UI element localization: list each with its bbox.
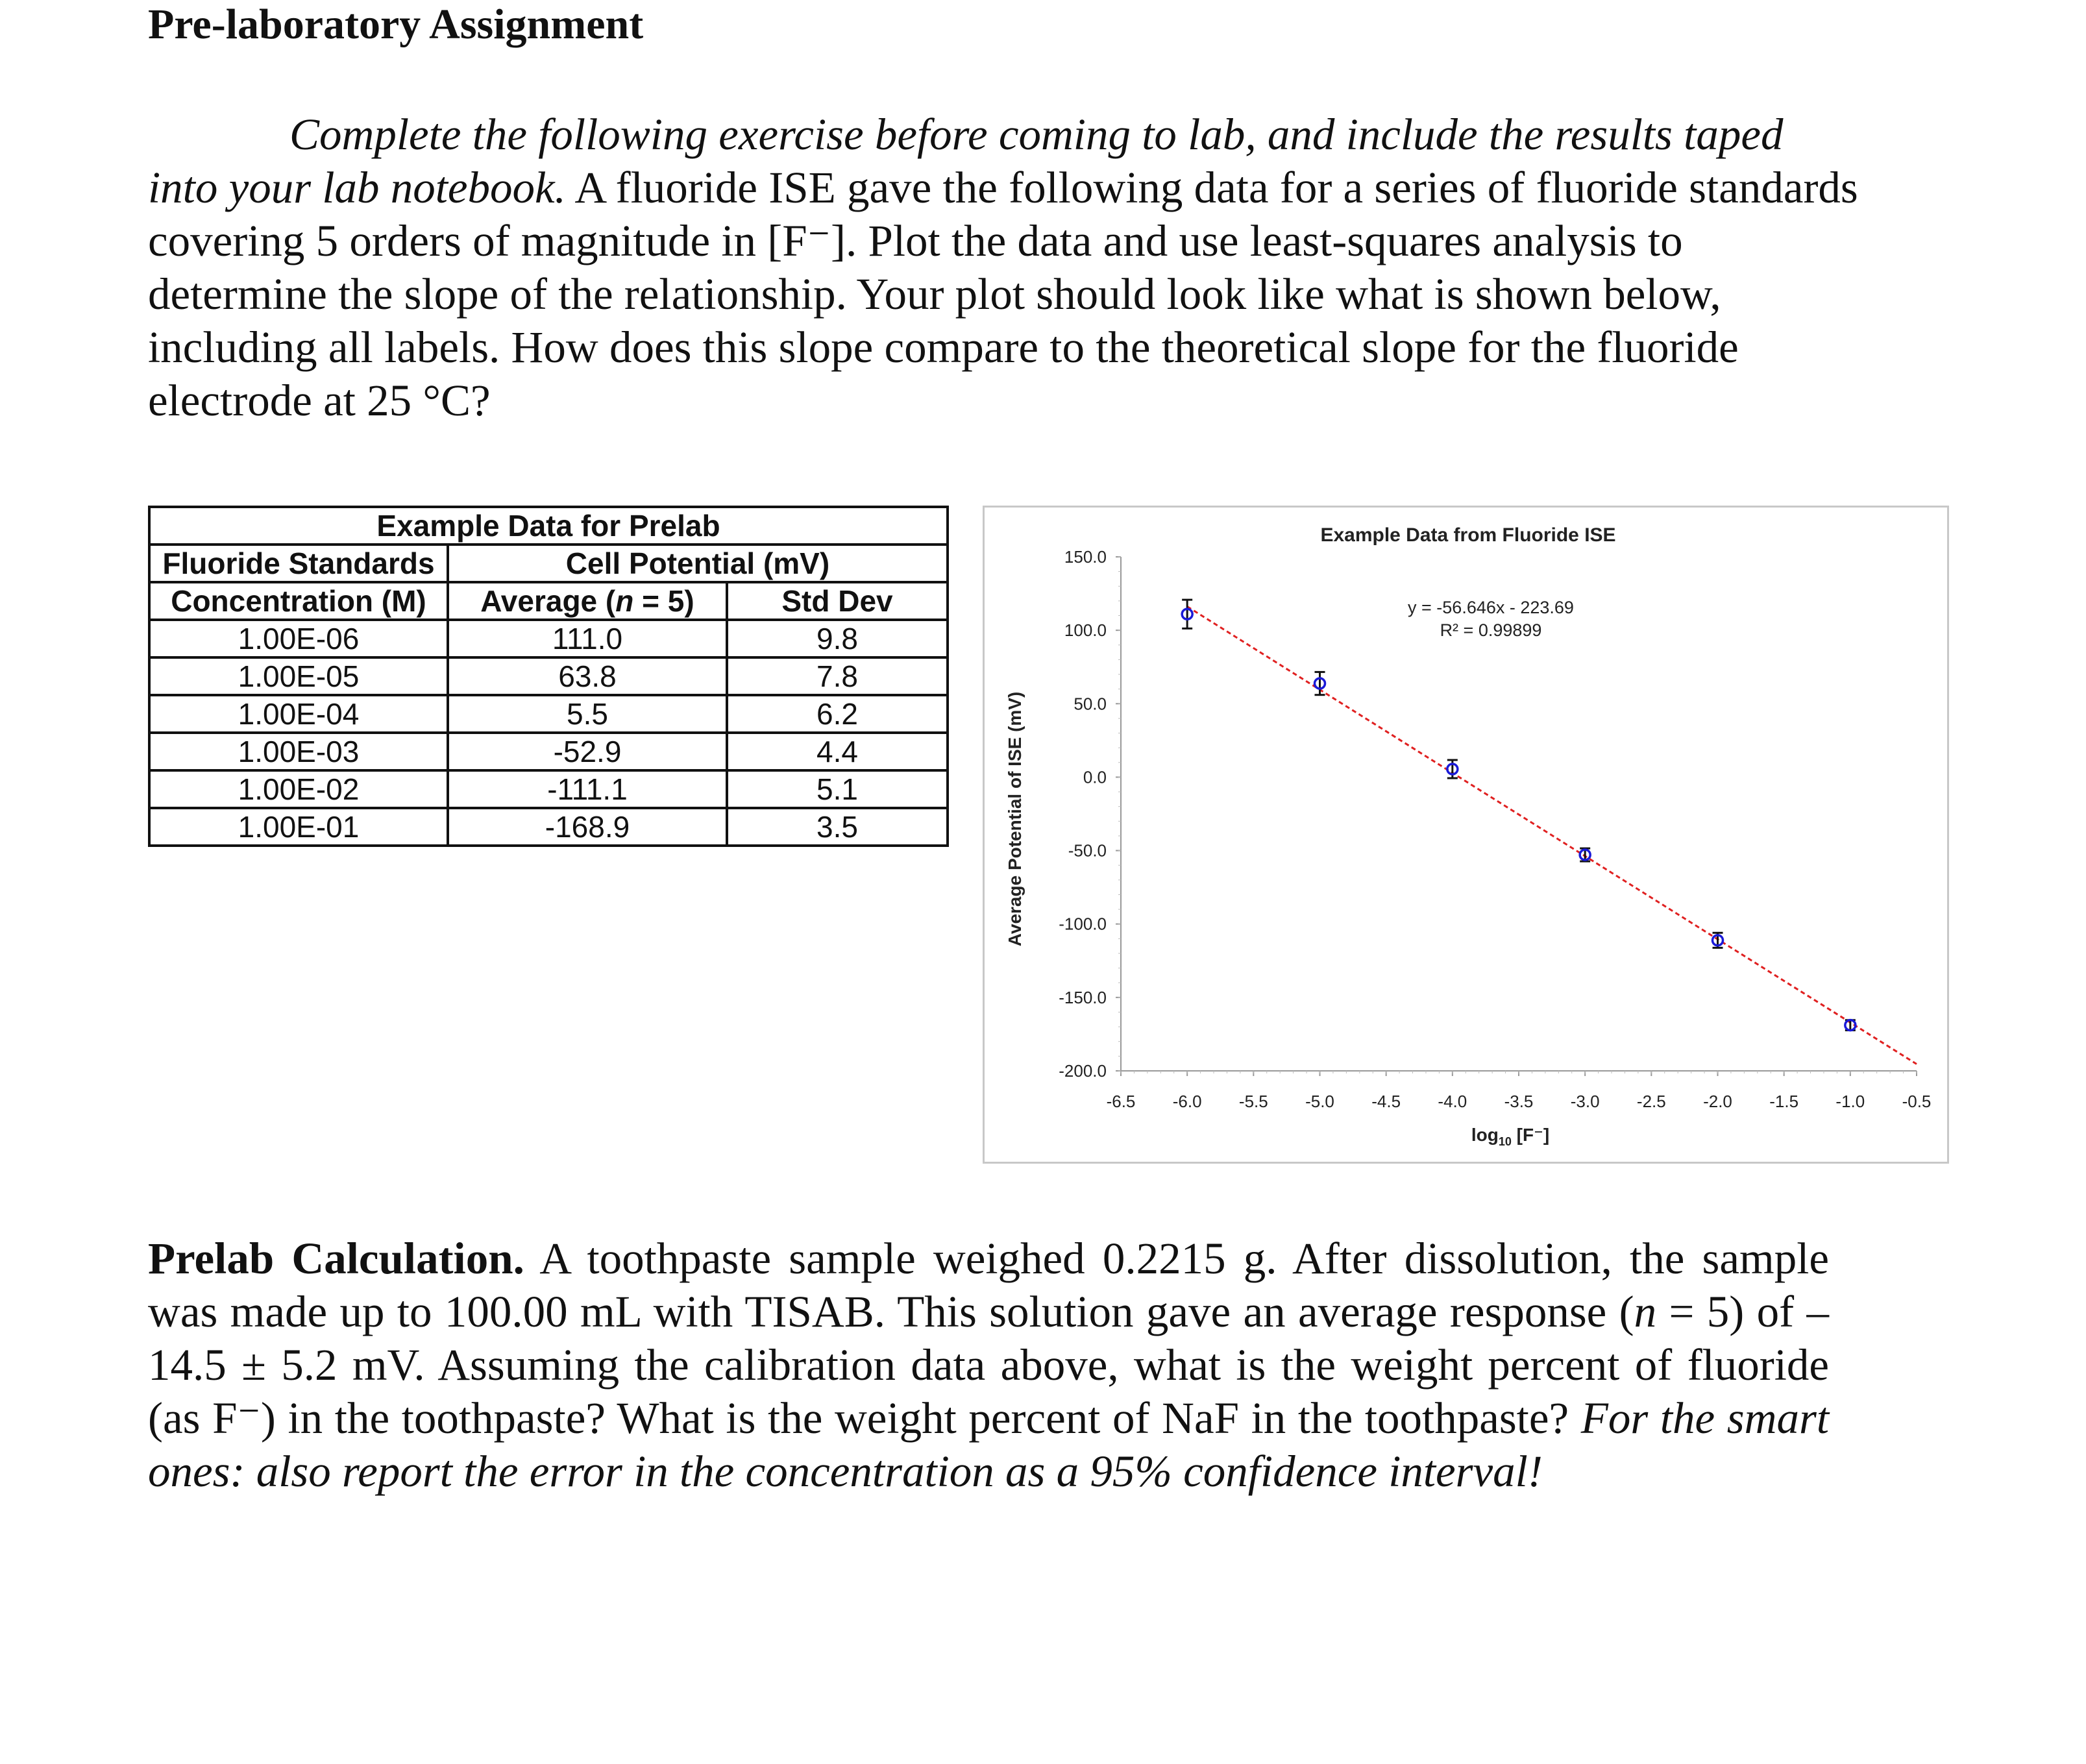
x-axis-label-sub: 10 <box>1498 1135 1512 1148</box>
example-data-table <box>148 506 949 847</box>
average-header-n: n <box>615 584 634 618</box>
table-title: Example Data for Prelab <box>149 507 948 545</box>
row-average: 5.5 <box>448 695 727 733</box>
prelab-text-b: = 5) of –14.5 ± 5.2 mV. Assuming the calibration data above, what is the weight percent of fluoride (as F⁻) in the toothpaste? What is the weight percent of NaF in the toothpaste? <box>148 1287 1829 1443</box>
prelab-paragraph <box>148 1232 1829 1498</box>
intro-italic-text: Complete the following exercise before coming to lab, and include the results taped into your lab notebook. <box>148 110 1784 212</box>
x-tick-label: -3.5 <box>1504 1092 1534 1111</box>
chart-title: Example Data from Fluoride ISE <box>1320 524 1616 546</box>
data-point <box>1447 760 1458 778</box>
x-tick-label: -6.0 <box>1172 1092 1202 1111</box>
y-tick-label: 50.0 <box>1074 694 1107 714</box>
table-row <box>149 620 948 657</box>
y-tick-label: -100.0 <box>1059 914 1107 934</box>
prelab-bold-title: Prelab Calculation. <box>148 1234 524 1283</box>
x-tick-label: -2.5 <box>1636 1092 1666 1111</box>
fit-equation: y = -56.646x - 223.69 <box>1408 598 1574 617</box>
x-axis-label-main: log <box>1471 1125 1499 1145</box>
intro-body-text: A fluoride ISE gave the following data for a series of fluoride standards covering 5 orders of magnitude in [F⁻]. Plot the data and use least-squares analysis to determine the slope of the relationship. Your plot should look like what is shown below, including all labels. How does this slope compare to the theoretical slope for the fluoride electrode at 25 °C? <box>148 163 1858 425</box>
y-tick-label: -200.0 <box>1059 1061 1107 1081</box>
prelab-n: n <box>1634 1287 1657 1336</box>
x-tick-label: -1.5 <box>1769 1092 1799 1111</box>
row-stddev: 5.1 <box>727 770 948 808</box>
prelab-text-a: A toothpaste sample weighed 0.2215 g. After dissolution, the sample was made up to 100.00 mL with TISAB. This solution gave an average response ( <box>148 1234 1829 1336</box>
row-concentration: 1.00E-01 <box>149 808 448 846</box>
y-tick-label: 150.0 <box>1064 547 1107 567</box>
fit-line-group <box>1187 607 1917 1064</box>
row-stddev: 6.2 <box>727 695 948 733</box>
table-header-concentration: Concentration (M) <box>149 582 448 620</box>
y-tick-label: 100.0 <box>1064 620 1107 641</box>
fit-line <box>1187 607 1917 1064</box>
table-row <box>149 770 948 808</box>
data-point <box>1315 672 1325 694</box>
row-stddev: 3.5 <box>727 808 948 846</box>
x-axis-label <box>1471 1125 1549 1148</box>
row-average: -52.9 <box>448 733 727 770</box>
row-stddev: 7.8 <box>727 657 948 695</box>
prelab-italic-text: For the smart ones: also report the error in the concentration as a 95% confidence interval! <box>148 1393 1829 1496</box>
x-tick-label: -2.0 <box>1703 1092 1732 1111</box>
x-tick-label: -5.5 <box>1238 1092 1268 1111</box>
y-tick-label: 0.0 <box>1083 767 1107 787</box>
x-tick-label: -4.0 <box>1438 1092 1467 1111</box>
row-average: -111.1 <box>448 770 727 808</box>
y-axis-label: Average Potential of ISE (mV) <box>1005 691 1025 947</box>
row-concentration: 1.00E-06 <box>149 620 448 657</box>
row-concentration: 1.00E-02 <box>149 770 448 808</box>
table-header-standards: Fluoride Standards <box>149 545 448 582</box>
table-row <box>149 657 948 695</box>
x-tick-label: -5.0 <box>1305 1092 1334 1111</box>
x-tick-label: -6.5 <box>1106 1092 1136 1111</box>
table-header-stddev: Std Dev <box>727 582 948 620</box>
table-header-cell-potential: Cell Potential (mV) <box>448 545 948 582</box>
fit-r-squared: R² = 0.99899 <box>1440 620 1542 640</box>
average-header-a: Average ( <box>480 584 616 618</box>
x-axis-label-tail: [F⁻] <box>1511 1125 1550 1145</box>
x-tick-label: -1.0 <box>1835 1092 1865 1111</box>
table-header-average <box>448 582 727 620</box>
average-header-b: = 5) <box>633 584 694 618</box>
chart-svg <box>985 508 1947 1162</box>
page-heading: Pre-laboratory Assignment <box>148 1 644 48</box>
fluoride-ise-chart <box>983 506 1949 1164</box>
data-point <box>1182 600 1192 628</box>
table-row <box>149 695 948 733</box>
x-tick-label: -4.5 <box>1371 1092 1401 1111</box>
row-concentration: 1.00E-04 <box>149 695 448 733</box>
row-average: 111.0 <box>448 620 727 657</box>
row-average: 63.8 <box>448 657 727 695</box>
row-concentration: 1.00E-03 <box>149 733 448 770</box>
table-row <box>149 808 948 846</box>
row-concentration: 1.00E-05 <box>149 657 448 695</box>
data-point <box>1580 848 1590 861</box>
y-tick-label: -150.0 <box>1059 987 1107 1007</box>
row-stddev: 9.8 <box>727 620 948 657</box>
x-tick-label: -3.0 <box>1570 1092 1600 1111</box>
x-tick-label: -0.5 <box>1902 1092 1932 1111</box>
y-tick-label: -50.0 <box>1068 840 1107 861</box>
table-row <box>149 733 948 770</box>
row-average: -168.9 <box>448 808 727 846</box>
intro-paragraph <box>148 108 1861 427</box>
data-point <box>1713 933 1723 948</box>
row-stddev: 4.4 <box>727 733 948 770</box>
